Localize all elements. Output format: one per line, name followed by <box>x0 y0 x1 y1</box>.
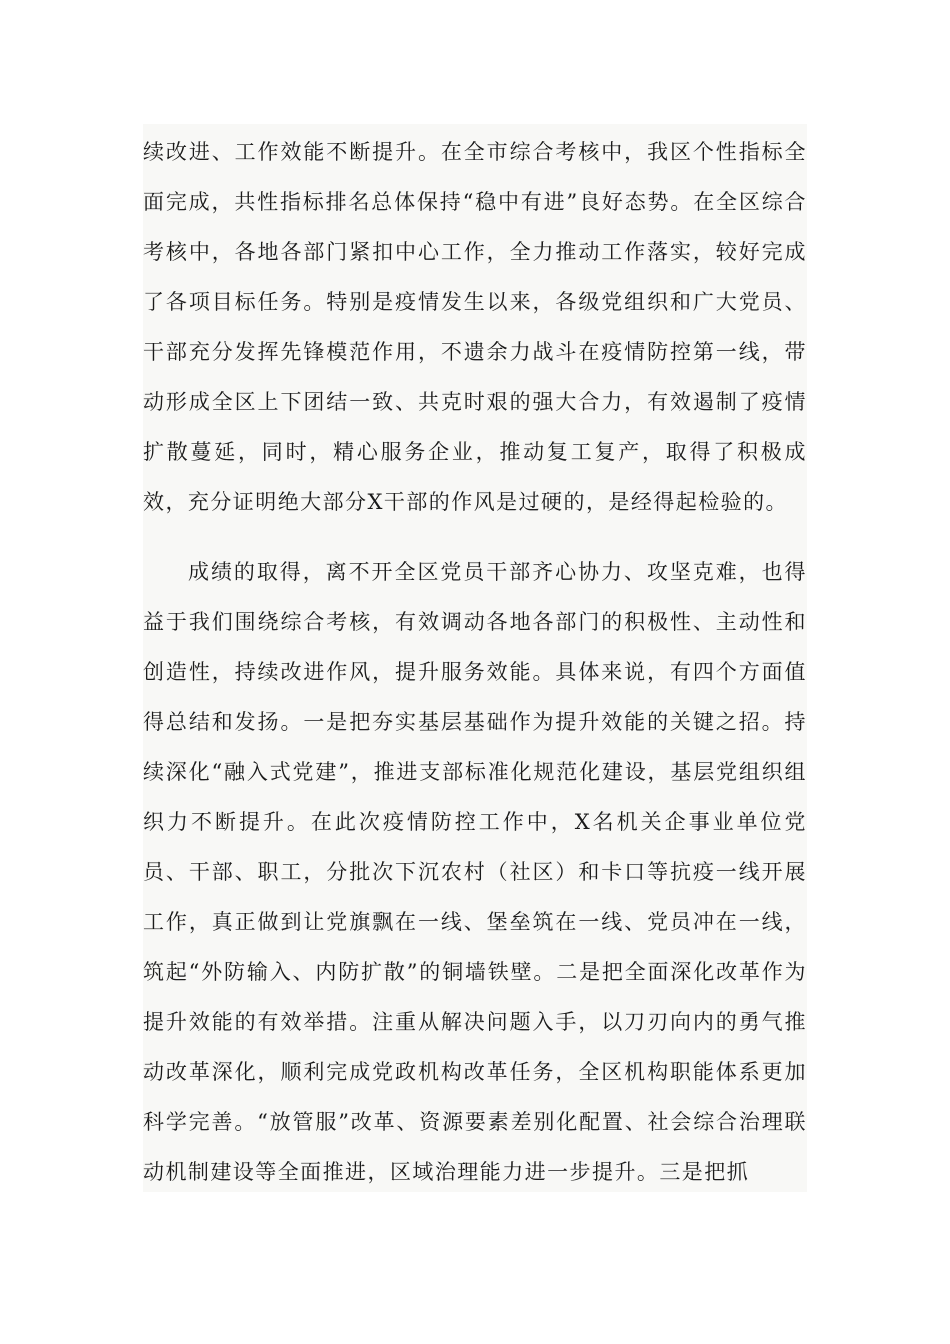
document-body <box>143 124 807 1192</box>
paragraph-2: 成绩的取得，离不开全区党员干部齐心协力、攻坚克难，也得益于我们围绕综合考核，有效调动各地各部门的积极性、主动性和创造性，持续改进作风，提升服务效能。具体来说，有四个方面值得总结和发扬。一是把夯实基层基础作为提升效能的关键之招。持续深化“融入式党建”，推进支部标准化规范化建设，基层党组织组织力不断提升。在此次疫情防控工作中，X名机关企事业单位党员、干部、职工，分批次下沉农村（社区）和卡口等抗疫一线开展工作，真正做到让党旗飘在一线、堡垒筑在一线、党员冲在一线，筑起“外防输入、内防扩散”的铜墙铁壁。二是把全面深化改革作为提升效能的有效举措。注重从解决问题入手，以刀刃向内的勇气推动改革深化，顺利完成党政机构改革任务，全区机构职能体系更加科学完善。“放管服”改革、资源要素差别化配置、社会综合治理联动机制建设等全面推进，区域治理能力进一步提升。三是把抓 <box>143 560 807 1184</box>
paragraph-1: 续改进、工作效能不断提升。在全市综合考核中，我区个性指标全面完成，共性指标排名总体保持“稳中有进”良好态势。在全区综合考核中，各地各部门紧扣中心工作，全力推动工作落实，较好完成了各项目标任务。特别是疫情发生以来，各级党组织和广大党员、干部充分发挥先锋模范作用，不遗余力战斗在疫情防控第一线，带动形成全区上下团结一致、共克时艰的强大合力，有效遏制了疫情扩散蔓延，同时，精心服务企业，推动复工复产，取得了积极成效，充分证明绝大部分X干部的作风是过硬的，是经得起检验的。 <box>143 140 807 514</box>
